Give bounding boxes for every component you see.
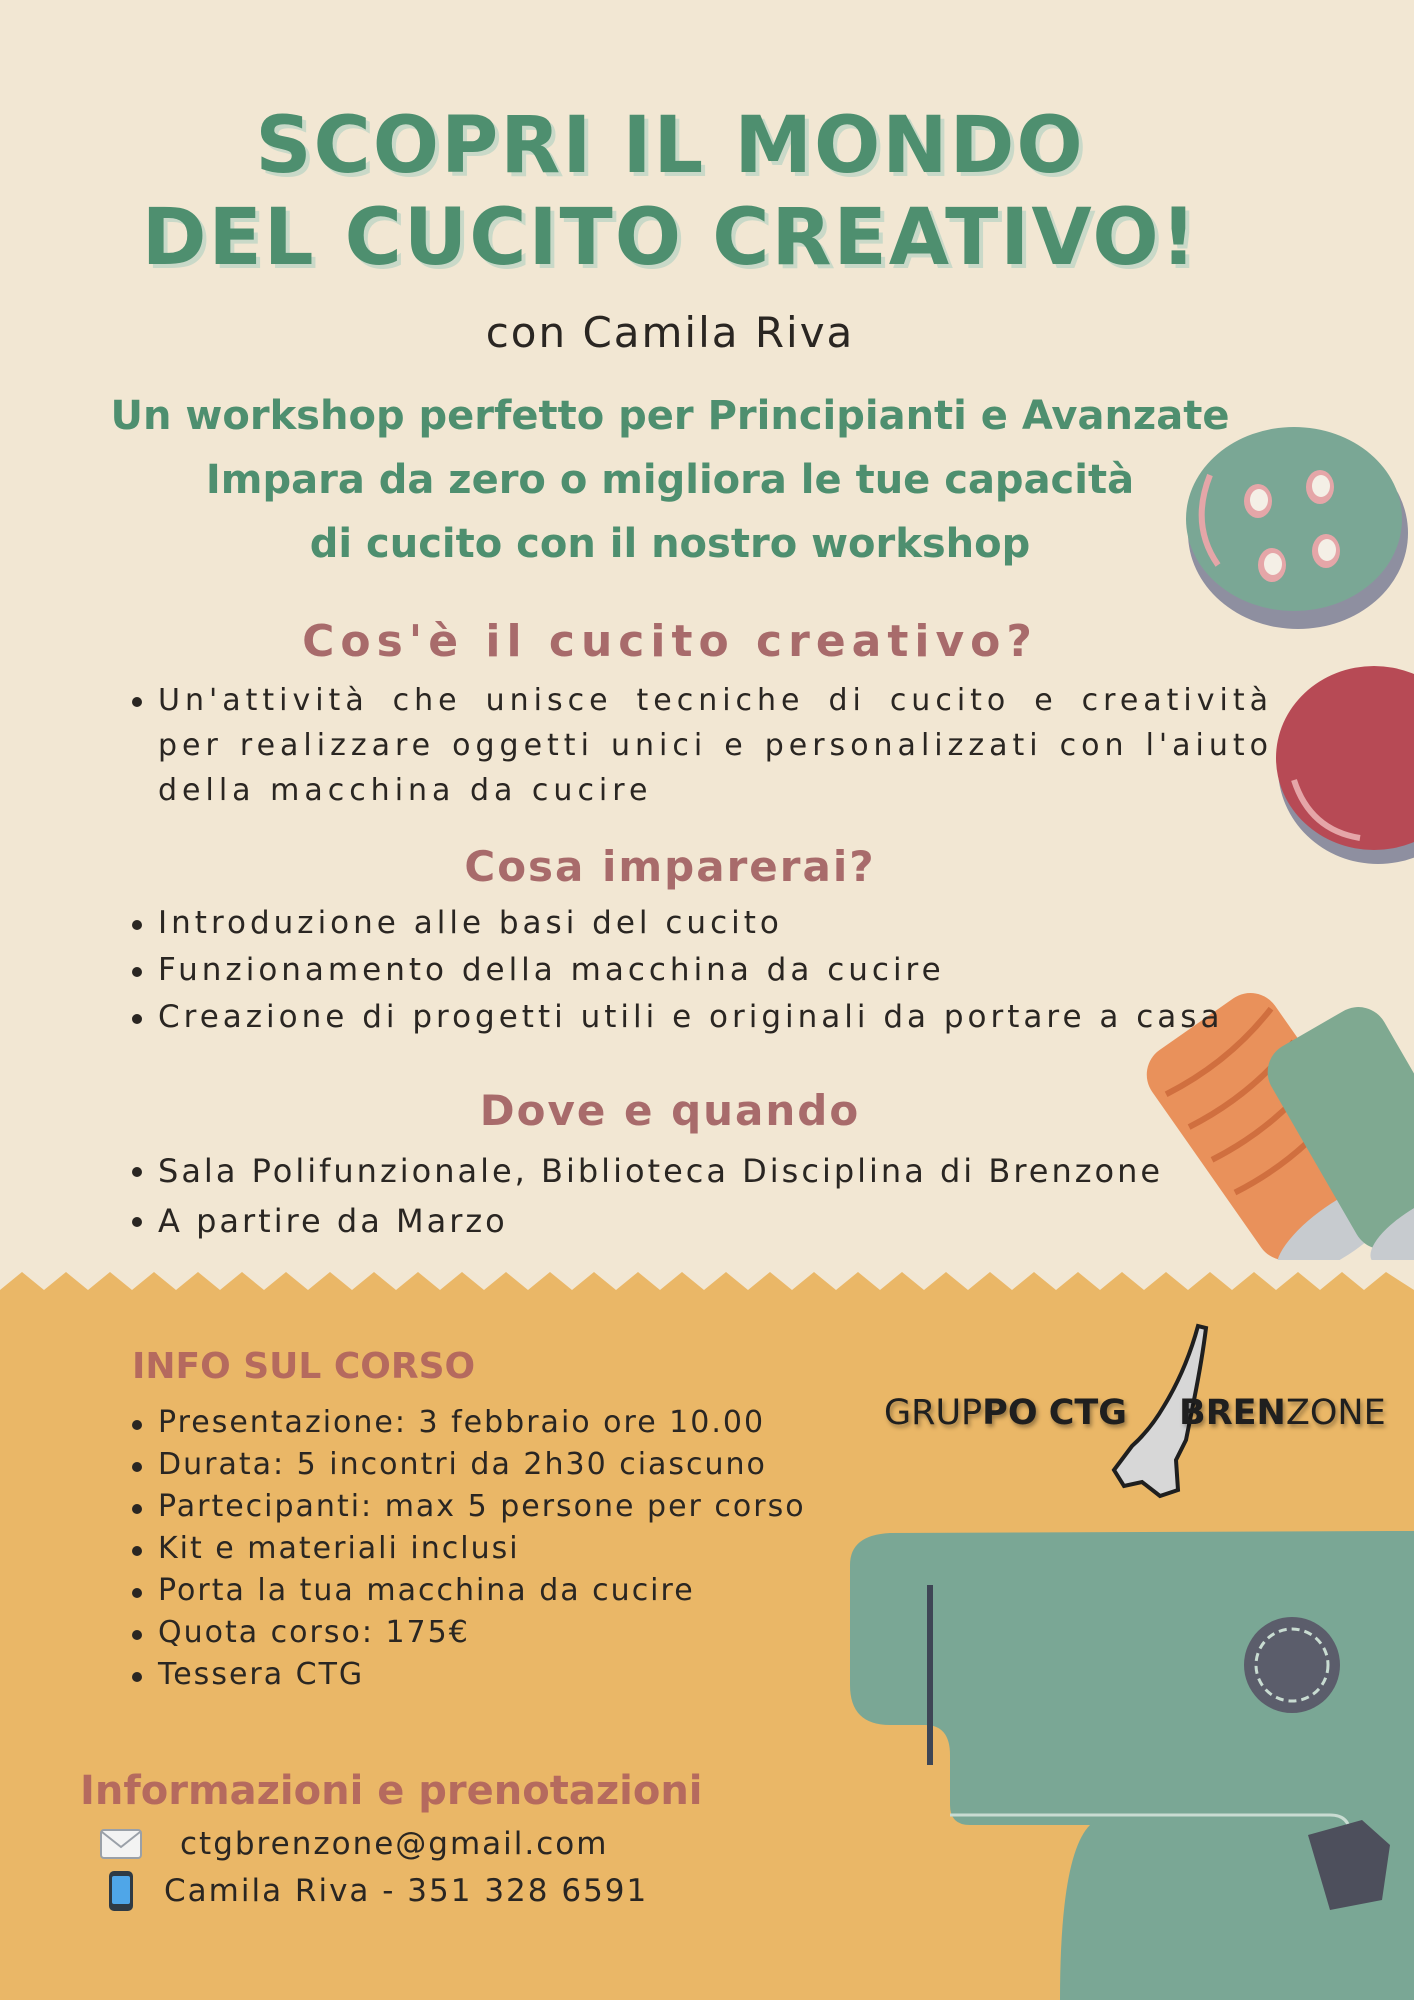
- logo-text: [884, 1393, 1386, 1433]
- list-item: Un'attività che unisce tecniche di cucito e creatività per realizzare oggetti unici e personalizzati con l'aiuto della macchina da cucire: [128, 678, 1273, 813]
- info-heading: INFO SUL CORSO: [132, 1346, 476, 1387]
- list-item: Quota corso: 175€: [128, 1612, 888, 1654]
- zigzag-divider: [0, 1268, 1414, 1308]
- title-line-2: DEL CUCITO CREATIVO!: [141, 193, 1199, 283]
- list-item: Creazione di progetti utili e originali da portare a casa: [128, 994, 1248, 1041]
- envelope-icon: [100, 1829, 142, 1859]
- tagline: [60, 384, 1280, 576]
- definition-list: [128, 678, 1273, 813]
- sewing-machine-icon: [830, 1525, 1414, 2000]
- logo-part: ZONE: [1285, 1393, 1386, 1433]
- title-line-1: SCOPRI IL MONDO: [255, 101, 1085, 191]
- page-title: [0, 100, 1340, 284]
- contacts-heading: Informazioni e prenotazioni: [80, 1768, 703, 1814]
- list-item: A partire da Marzo: [128, 1196, 1248, 1246]
- where-list: [128, 1146, 1248, 1246]
- red-button-icon: [1270, 660, 1414, 870]
- logo-part: CTG: [1048, 1393, 1128, 1433]
- logo-part: GRUP: [884, 1393, 983, 1433]
- info-list: [128, 1402, 888, 1696]
- list-item: Porta la tua macchina da cucire: [128, 1570, 888, 1612]
- subtitle: con Camila Riva: [485, 308, 855, 357]
- learn-list: [128, 900, 1248, 1041]
- phone-row: [100, 1870, 648, 1912]
- list-item: Sala Polifunzionale, Biblioteca Disciplina di Brenzone: [128, 1146, 1248, 1196]
- list-item: Introduzione alle basi del cucito: [128, 900, 1248, 947]
- email-link[interactable]: ctgbrenzone@gmail.com: [180, 1826, 609, 1862]
- tagline-line: Un workshop perfetto per Principianti e Avanzate: [110, 393, 1230, 439]
- logo-part: PO: [982, 1393, 1038, 1433]
- list-item: Funzionamento della macchina da cucire: [128, 947, 1248, 994]
- mobile-phone-icon: [108, 1870, 134, 1912]
- tagline-line: Impara da zero o migliora le tue capacità: [205, 457, 1135, 503]
- logo-part: BREN: [1179, 1393, 1286, 1433]
- list-item: Partecipanti: max 5 persone per corso: [128, 1486, 888, 1528]
- definition-heading: Cos'è il cucito creativo?: [302, 616, 1038, 667]
- email-row: [100, 1826, 608, 1862]
- list-item: Presentazione: 3 febbraio ore 10.00: [128, 1402, 888, 1444]
- tagline-line: di cucito con il nostro workshop: [309, 521, 1031, 567]
- where-heading: Dove e quando: [479, 1086, 861, 1135]
- list-item: Durata: 5 incontri da 2h30 ciascuno: [128, 1444, 888, 1486]
- list-item: Tessera CTG: [128, 1654, 888, 1696]
- learn-heading: Cosa imparerai?: [464, 842, 876, 891]
- phone-link[interactable]: Camila Riva - 351 328 6591: [164, 1873, 649, 1909]
- list-item: Kit e materiali inclusi: [128, 1528, 888, 1570]
